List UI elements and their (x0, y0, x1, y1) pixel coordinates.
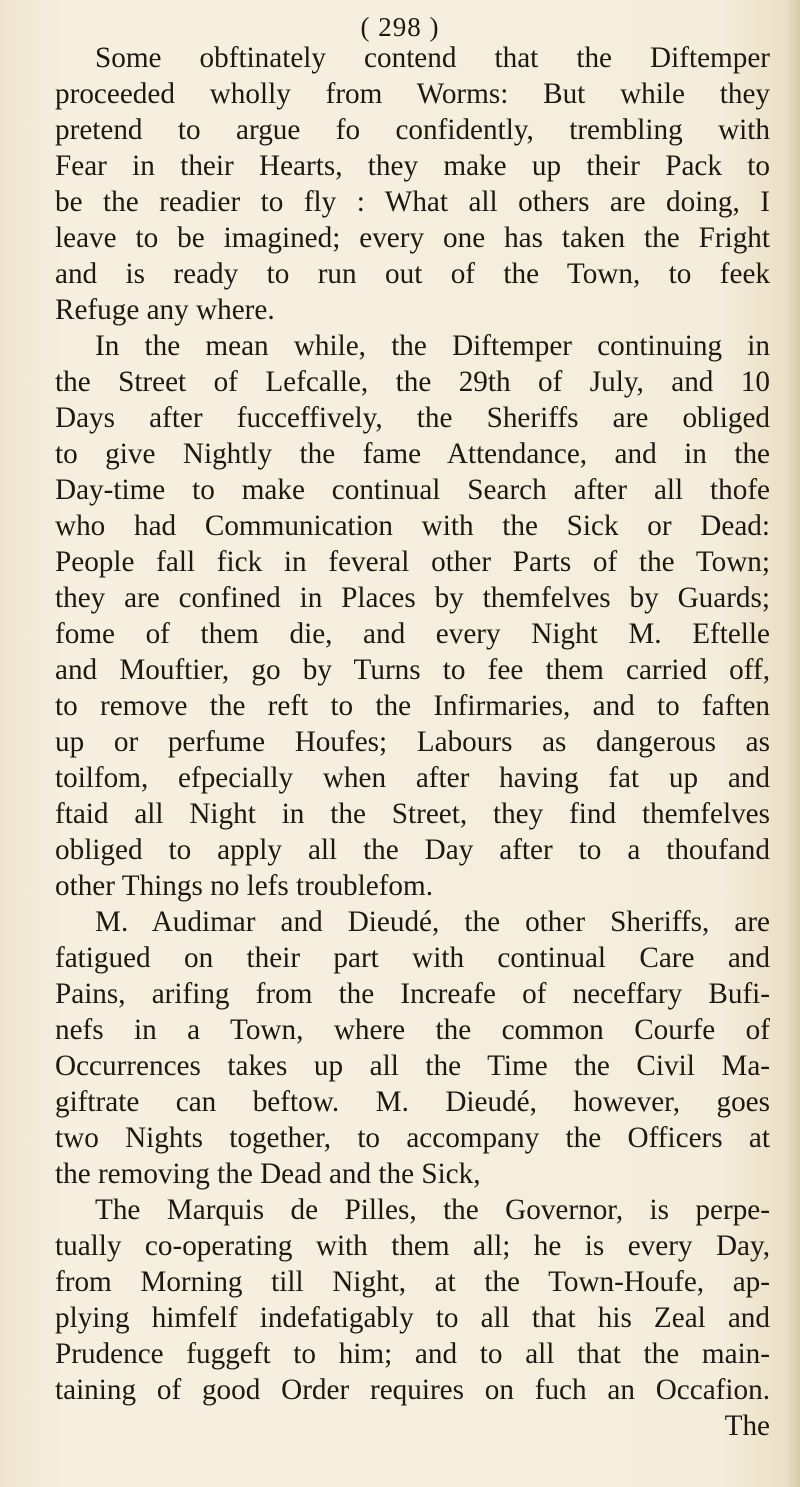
text-line: plying himfelf indefatigably to all that his Zeal and (55, 1302, 770, 1334)
body-text (55, 40, 770, 1444)
text-line: and is ready to run out of the Town, to feek (55, 258, 770, 290)
text-line: pretend to argue fo confidently, trembling with (55, 114, 770, 146)
text-line: other Things no lefs troublefom. (55, 870, 434, 902)
text-line: who had Communication with the Sick or Dead: (55, 510, 770, 542)
text-line: The (724, 1410, 770, 1442)
text-line: the Street of Lefcalle, the 29th of July, and 10 (55, 366, 770, 398)
text-line: fatigued on their part with continual Care and (55, 942, 770, 974)
text-line: Refuge any where. (55, 294, 275, 326)
text-line: the removing the Dead and the Sick, (55, 1158, 481, 1190)
text-line: nefs in a Town, where the common Courfe of (55, 1014, 770, 1046)
text-line: be the readier to fly : What all others are doing, I (55, 186, 770, 218)
text-line: two Nights together, to accompany the Officers at (55, 1122, 770, 1154)
text-line: taining of good Order requires on fuch an Occafion. (55, 1374, 770, 1406)
text-line: Some obftinately contend that the Diftemper (95, 42, 770, 74)
text-line: Prudence fuggeft to him; and to all that the main- (55, 1338, 770, 1370)
text-line: obliged to apply all the Day after to a thoufand (55, 834, 770, 866)
text-line: giftrate can beftow. M. Dieudé, however, goes (55, 1086, 770, 1118)
text-line: Day-time to make continual Search after all thofe (55, 474, 770, 506)
text-line: from Morning till Night, at the Town-Houfe, ap- (55, 1266, 770, 1298)
text-line: Fear in their Hearts, they make up their Pack to (55, 150, 770, 182)
text-line: Pains, arifing from the Increafe of neceffary Bufi- (55, 978, 770, 1010)
text-line: People fall fick in feveral other Parts of the Town; (55, 546, 770, 578)
text-line: to remove the reft to the Infirmaries, and to faften (55, 690, 770, 722)
text-line: proceeded wholly from Worms: But while they (55, 78, 770, 110)
text-line: tually co-operating with them all; he is every Day, (55, 1230, 770, 1262)
text-line: Days after fucceffively, the Sheriffs are obliged (55, 402, 770, 434)
text-line: Occurrences takes up all the Time the Civil Ma- (55, 1050, 770, 1082)
text-line: In the mean while, the Diftemper continuing in (95, 330, 770, 362)
text-line: M. Audimar and Dieudé, the other Sheriffs, are (95, 906, 770, 938)
text-line: to give Nightly the fame Attendance, and in the (55, 438, 770, 470)
text-line: up or perfume Houfes; Labours as dangerous as (55, 726, 770, 758)
text-line: they are confined in Places by themfelves by Guards; (55, 582, 770, 614)
text-line: and Mouftier, go by Turns to fee them carried off, (55, 654, 770, 686)
text-line: ftaid all Night in the Street, they find themfelves (55, 798, 770, 830)
text-line: toilfom, efpecially when after having fat up and (55, 762, 770, 794)
text-line: fome of them die, and every Night M. Eftelle (55, 618, 770, 650)
text-line: The Marquis de Pilles, the Governor, is perpe- (95, 1194, 770, 1226)
page-number: ( 298 ) (360, 12, 440, 42)
page-edge (786, 0, 800, 1487)
text-line: leave to be imagined; every one has taken the Fright (55, 222, 770, 254)
